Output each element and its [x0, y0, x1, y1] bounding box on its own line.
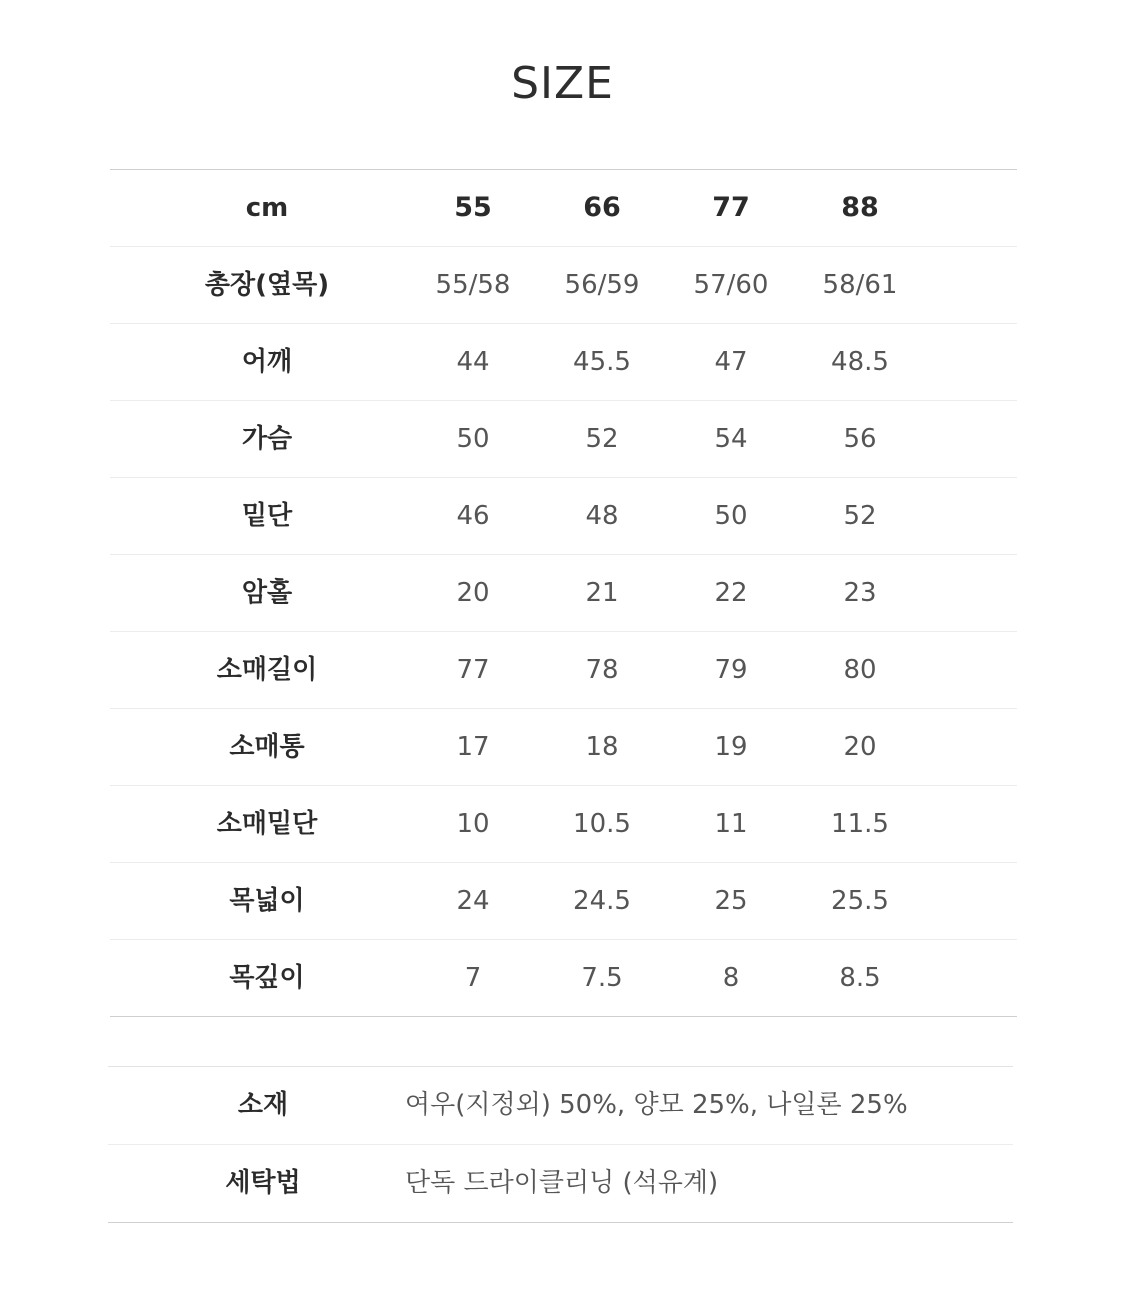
table-row	[110, 401, 1017, 478]
table-cell: 7	[464, 963, 482, 993]
unit-label: cm	[245, 193, 289, 223]
table-cell: 50	[714, 501, 748, 531]
table-cell: 18	[585, 732, 619, 762]
table-cell: 8.5	[839, 963, 881, 993]
table-cell: 20	[456, 578, 490, 608]
table-row	[110, 555, 1017, 632]
table-cell: 45.5	[573, 347, 631, 377]
table-cell: 55/58	[435, 270, 511, 300]
size-header-66: 66	[583, 192, 621, 223]
table-cell: 48	[585, 501, 619, 531]
table-cell: 25	[714, 886, 748, 916]
table-cell: 77	[456, 655, 490, 685]
table-cell: 79	[714, 655, 748, 685]
table-cell: 10	[456, 809, 490, 839]
table-cell: 25.5	[831, 886, 889, 916]
size-table	[110, 169, 1017, 1017]
table-cell: 20	[843, 732, 877, 762]
table-cell: 24	[456, 886, 490, 916]
table-cell: 11.5	[831, 809, 889, 839]
table-cell: 8	[722, 963, 740, 993]
material-label: 소재	[237, 1090, 289, 1120]
table-cell: 21	[585, 578, 619, 608]
table-cell: 10.5	[573, 809, 631, 839]
table-row	[110, 324, 1017, 401]
table-cell: 44	[456, 347, 490, 377]
table-cell: 17	[456, 732, 490, 762]
page-title: SIZE	[511, 58, 614, 109]
table-row	[110, 247, 1017, 324]
washing-value: 단독 드라이클리닝 (석유계)	[405, 1168, 719, 1198]
row-label: 목깊이	[229, 963, 305, 993]
table-row	[110, 863, 1017, 940]
row-label: 소매통	[229, 732, 305, 762]
size-header-55: 55	[454, 192, 492, 223]
row-label: 소매밑단	[216, 809, 318, 839]
table-cell: 80	[843, 655, 877, 685]
table-cell: 52	[585, 424, 619, 454]
table-cell: 47	[714, 347, 748, 377]
table-cell: 50	[456, 424, 490, 454]
table-cell: 11	[714, 809, 748, 839]
table-row	[110, 940, 1017, 1016]
table-cell: 22	[714, 578, 748, 608]
material-value: 여우(지정외) 50%, 양모 25%, 나일론 25%	[405, 1090, 908, 1120]
table-cell: 23	[843, 578, 877, 608]
size-table-header-row	[110, 170, 1017, 247]
material-row	[108, 1067, 1013, 1145]
size-header-88: 88	[841, 192, 879, 223]
table-cell: 58/61	[822, 270, 898, 300]
table-cell: 46	[456, 501, 490, 531]
table-cell: 56	[843, 424, 877, 454]
row-label: 어깨	[241, 347, 293, 377]
table-cell: 52	[843, 501, 877, 531]
table-row	[110, 709, 1017, 786]
table-cell: 24.5	[573, 886, 631, 916]
row-label: 소매길이	[216, 655, 318, 685]
row-label: 암홀	[241, 578, 293, 608]
table-cell: 56/59	[564, 270, 640, 300]
row-label: 가슴	[241, 424, 293, 454]
washing-row	[108, 1145, 1013, 1222]
table-cell: 19	[714, 732, 748, 762]
row-label: 총장(옆목)	[204, 270, 330, 300]
table-cell: 78	[585, 655, 619, 685]
row-label: 목넓이	[229, 886, 305, 916]
table-cell: 57/60	[693, 270, 769, 300]
table-row	[110, 632, 1017, 709]
table-row	[110, 478, 1017, 555]
info-table	[108, 1066, 1013, 1223]
table-cell: 48.5	[831, 347, 889, 377]
size-header-77: 77	[712, 192, 750, 223]
row-label: 밑단	[241, 501, 293, 531]
table-row	[110, 786, 1017, 863]
washing-label: 세탁법	[225, 1168, 301, 1198]
table-cell: 54	[714, 424, 748, 454]
table-cell: 7.5	[581, 963, 623, 993]
